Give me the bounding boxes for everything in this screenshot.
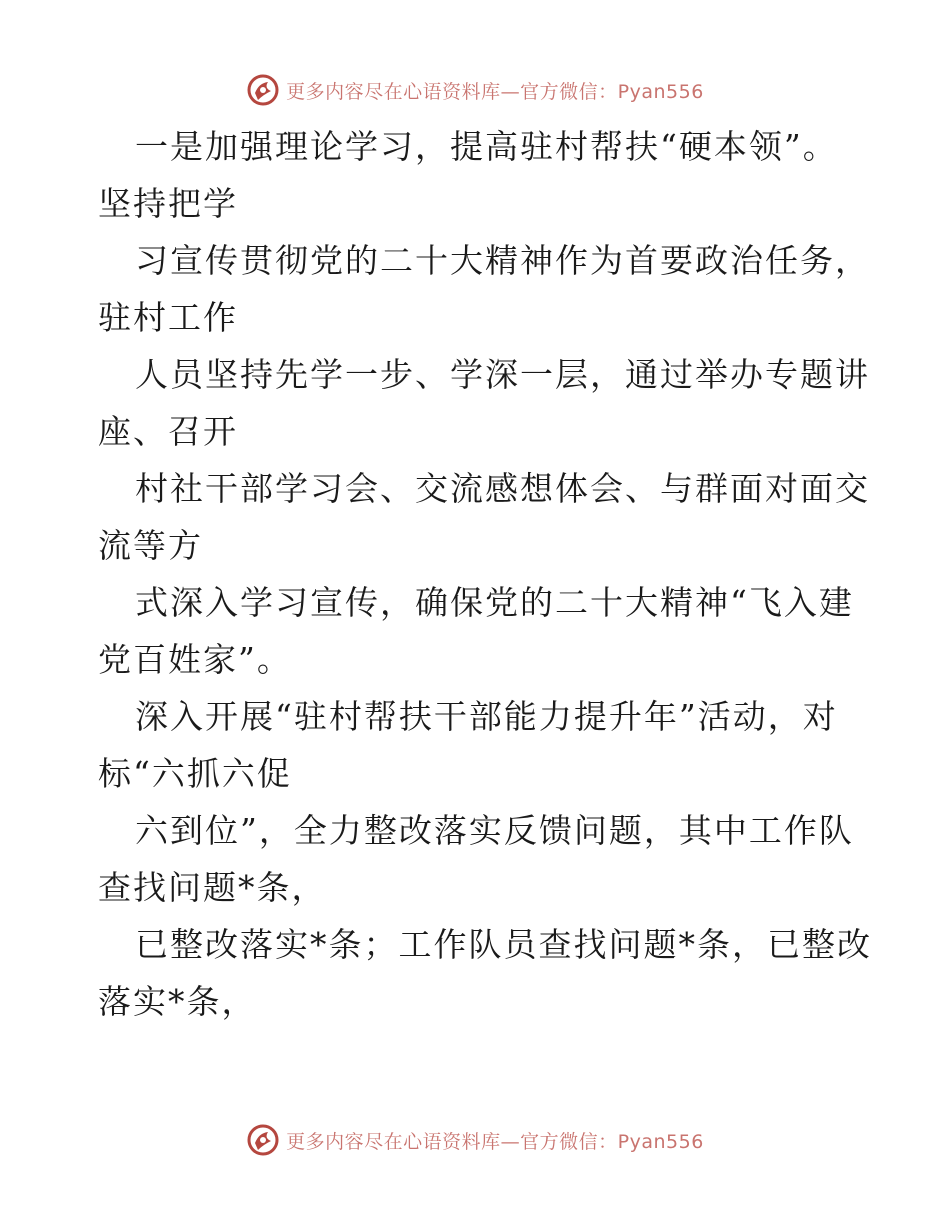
footer-watermark xyxy=(0,1120,950,1160)
paragraph-line: 落实*条， xyxy=(98,982,257,1021)
header-watermark xyxy=(0,70,950,110)
watermark-handle: Pyan556 xyxy=(617,80,704,103)
document-body xyxy=(98,118,872,1030)
seal-logo-icon xyxy=(246,73,280,107)
paragraph-line: 六到位”，全力整改落实反馈问题，其中工作队 xyxy=(135,811,854,850)
watermark-handle: Pyan556 xyxy=(617,1130,704,1153)
paragraph-line: 已整改落实*条；工作队员查找问题*条，已整改 xyxy=(135,925,872,964)
paragraph-line: 村社干部学习会、交流感想体会、与群面对面交 xyxy=(135,469,870,508)
paragraph-line: 人员坚持先学一步、学深一层，通过举办专题讲 xyxy=(135,355,870,394)
watermark-label: 更多内容尽在心语资料库—官方微信： xyxy=(286,80,618,103)
watermark-text xyxy=(286,77,704,104)
paragraph-line: 深入开展“驻村帮扶干部能力提升年”活动，对 xyxy=(135,697,838,736)
paragraph-line: 查找问题*条， xyxy=(98,868,327,907)
paragraph-line: 驻村工作 xyxy=(98,298,238,337)
paragraph-line: 习宣传贯彻党的二十大精神作为首要政治任务， xyxy=(135,241,870,280)
paragraph-line: 党百姓家”。 xyxy=(98,640,292,679)
paragraph-line: 坚持把学 xyxy=(98,184,238,223)
paragraph-line: 一是加强理论学习，提高驻村帮扶“硬本领”。 xyxy=(135,127,838,166)
paragraph-line: 座、召开 xyxy=(98,412,238,451)
paragraph-line: 流等方 xyxy=(98,526,203,565)
watermark-label: 更多内容尽在心语资料库—官方微信： xyxy=(286,1130,618,1153)
paragraph-line: 标“六抓六促 xyxy=(98,754,292,793)
seal-logo-icon xyxy=(246,1123,280,1157)
paragraph-line: 式深入学习宣传，确保党的二十大精神“飞入建 xyxy=(135,583,854,622)
watermark-text xyxy=(286,1127,704,1154)
